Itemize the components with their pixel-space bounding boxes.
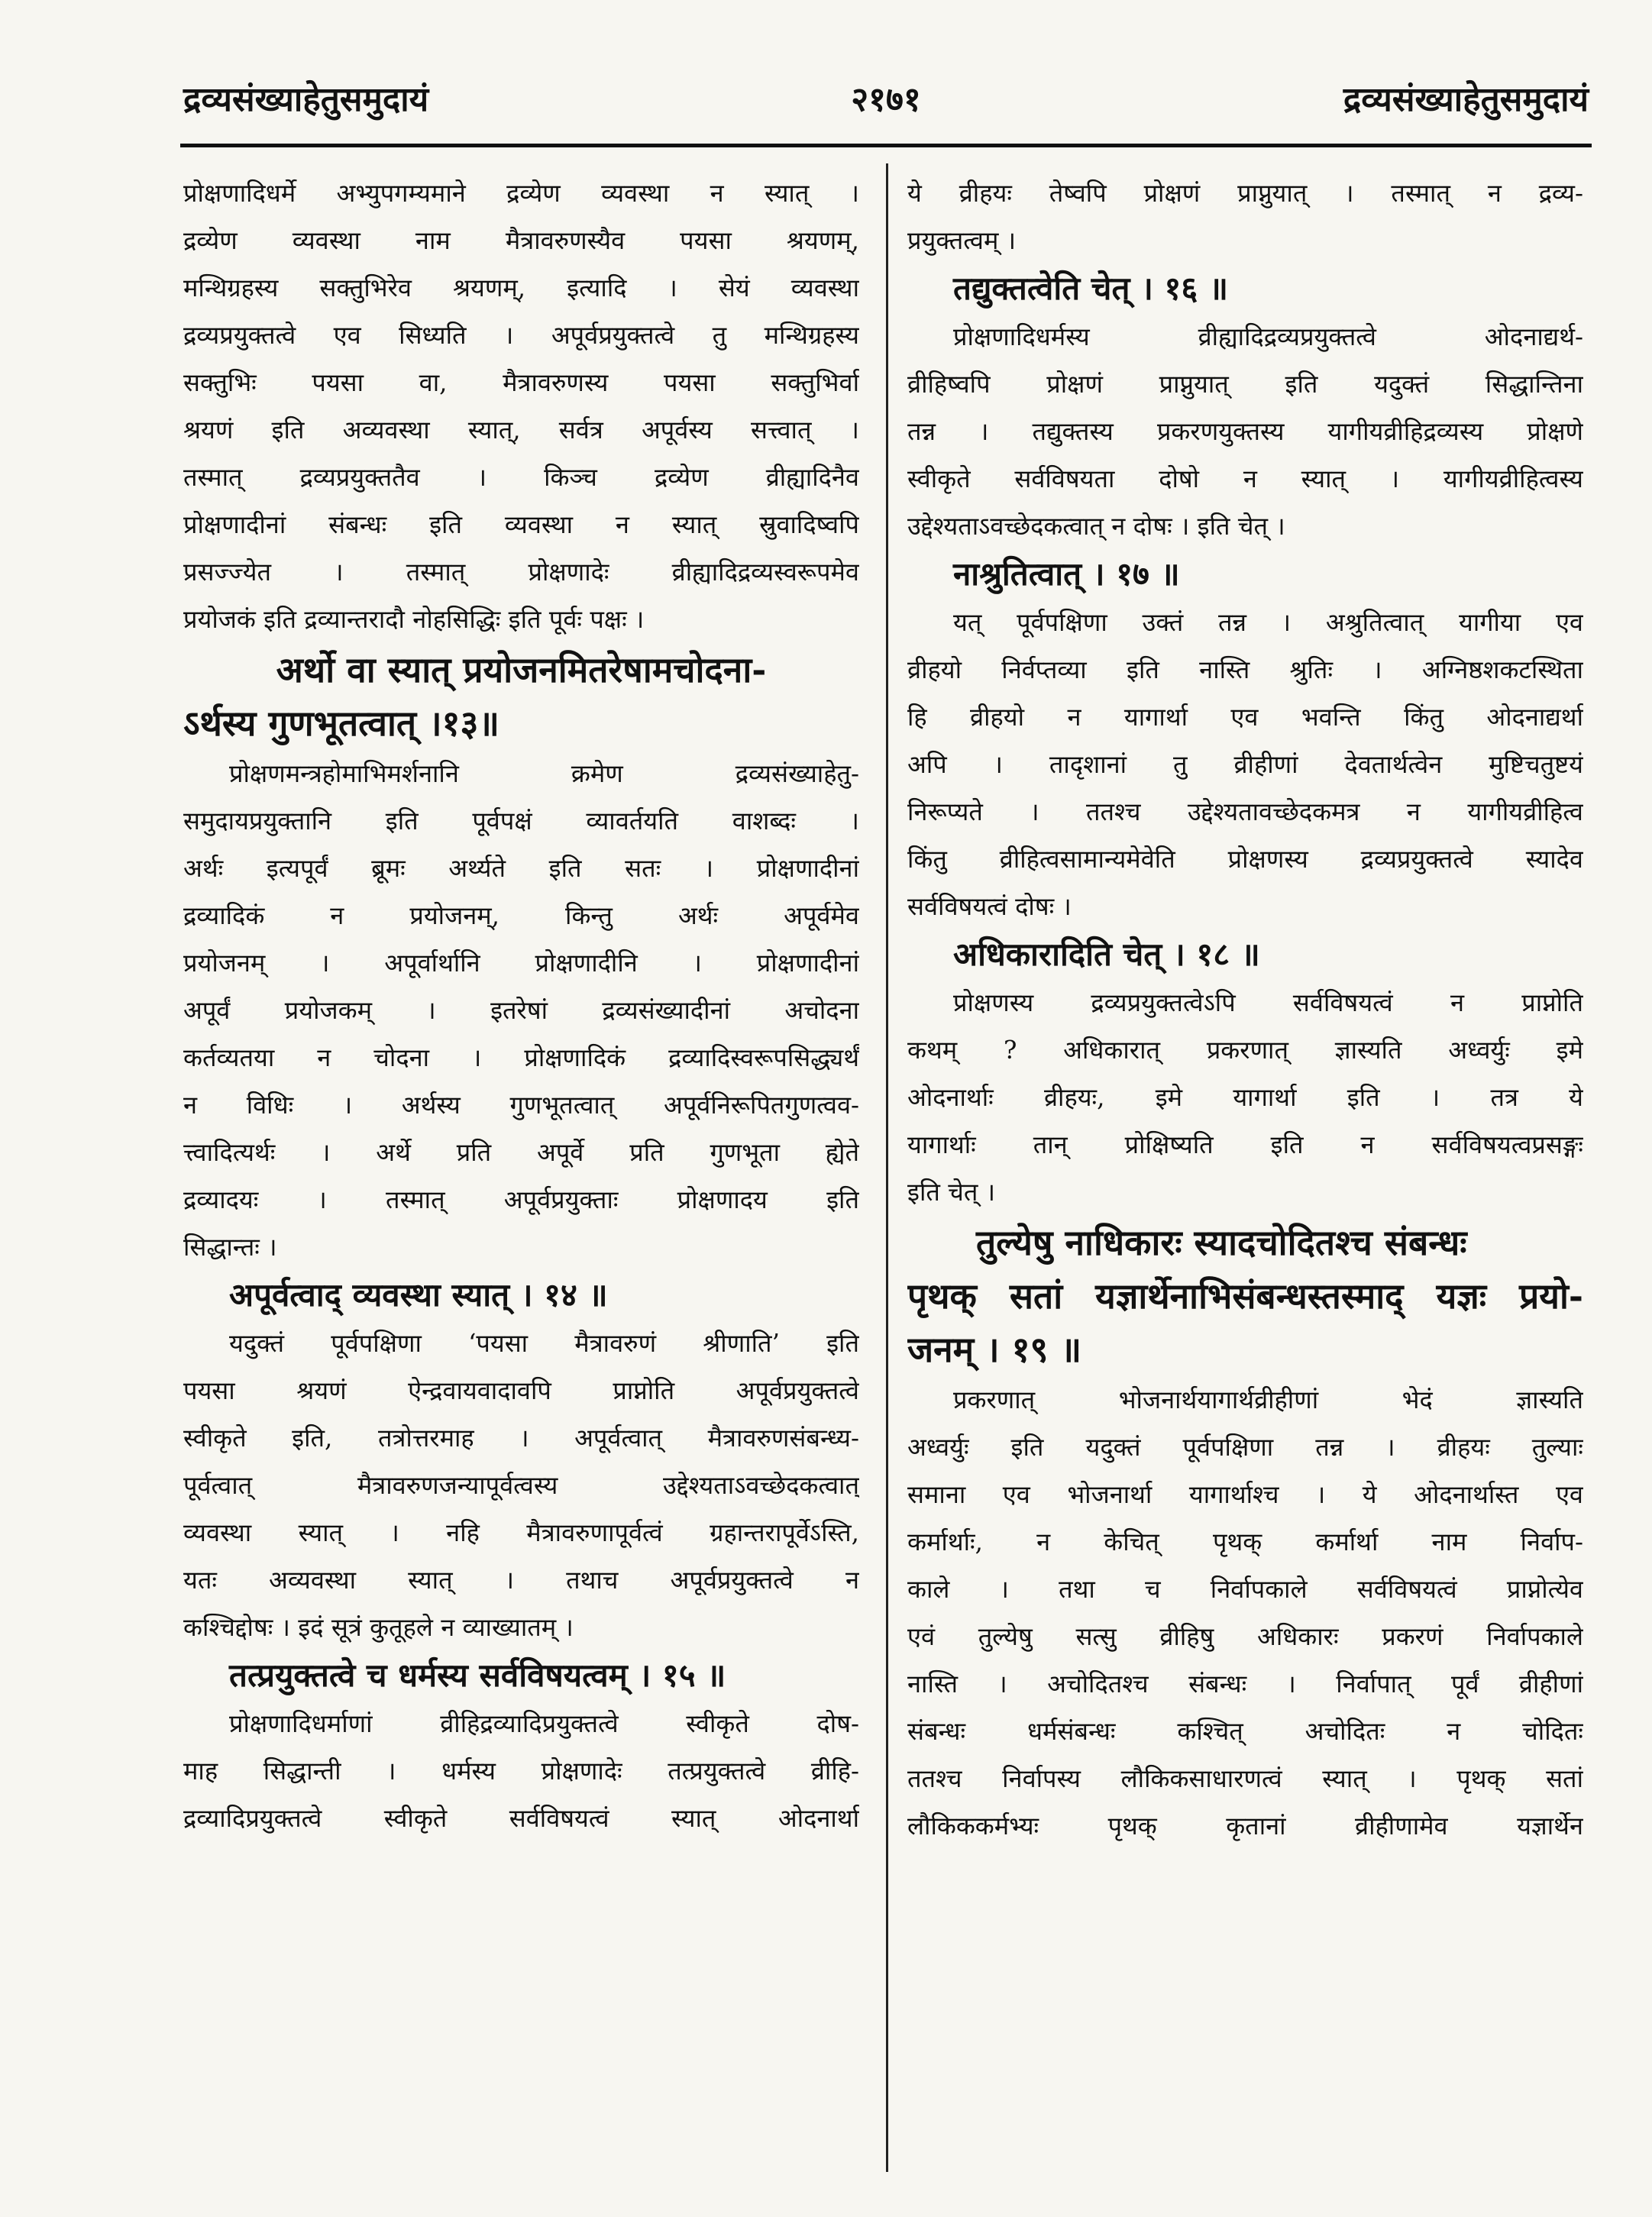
left-text-line: प्रोक्षणादीनां संबन्धः इति व्यवस्था न स्यात् स्रुवादिष्वपि [183, 510, 859, 539]
left-text-line: कर्तव्यतया न चोदना । प्रोक्षणादिकं द्रव्यादिस्वरूपसिद्ध्यर्थं [183, 1043, 859, 1072]
right-text-line: प्रोक्षणस्य द्रव्यप्रयुक्तत्वेऽपि सर्वविषयत्वं न प्राप्नोति [953, 988, 1583, 1017]
left-text-line: द्रव्यादिप्रयुक्तत्वे स्वीकृते सर्वविषयत्वं स्यात् ओदनार्था [183, 1804, 859, 1833]
right-sutra-heading: जनम् । १९ ॥ [907, 1329, 1082, 1370]
right-text-line: संबन्धः धर्मसंबन्धः कश्चित् अचोदितः न चोदितः [907, 1717, 1583, 1746]
left-text-line: स्वीकृते इति, तत्रोत्तरमाह । अपूर्वत्वात् मैत्रावरुणसंबन्ध्य- [183, 1424, 859, 1453]
right-sutra-heading: पृथक् सतां यज्ञार्थेनाभिसंबन्धस्तस्माद् यज्ञः प्रयो- [907, 1275, 1583, 1317]
left-text-line: द्रव्यादयः । तस्मात् अपूर्वप्रयुक्ताः प्रोक्षणादय इति [183, 1185, 859, 1214]
left-text-line: पयसा श्रयणं ऐन्द्रवायवादावपि प्राप्नोति अपूर्वप्रयुक्तत्वे [183, 1376, 859, 1405]
left-text-line: न विधिः । अर्थस्य गुणभूतत्वात् अपूर्वनिरूपितगुणत्वव- [183, 1091, 859, 1120]
right-text-line: लौकिककर्मभ्यः पृथक् कृतानां व्रीहीणामेव यज्ञार्थेन [907, 1811, 1583, 1840]
left-sutra-heading: तत्प्रयुक्तत्वे च धर्मस्य सर्वविषयत्वम् । १५ ॥ [229, 1656, 726, 1694]
left-text-line: सिद्धान्तः । [183, 1233, 277, 1262]
right-text-line: इति चेत् । [907, 1178, 996, 1207]
left-text-line: मन्थिग्रहस्य सक्तुभिरेव श्रयणम्, इत्यादि । सेयं व्यवस्था [183, 273, 859, 302]
left-text-line: पूर्वत्वात् मैत्रावरुणजन्यापूर्वत्वस्य उद्देश्यताऽवच्छेदकत्वात् [183, 1471, 859, 1500]
header-rule [180, 144, 1592, 147]
right-sutra-heading: अधिकारादिति चेत् । १८ ॥ [953, 936, 1260, 973]
right-text-line: व्रीहिष्वपि प्रोक्षणं प्राप्नुयात् इति यदुक्तं सिद्धान्तिना [907, 370, 1583, 399]
left-column [183, 170, 859, 2186]
left-text-line: सक्तुभिः पयसा वा, मैत्रावरुणस्य पयसा सक्तुभिर्वा [183, 368, 859, 397]
right-text-line: ततश्च निर्वापस्य लौकिकसाधारणत्वं स्यात् । पृथक् सतां [907, 1764, 1583, 1793]
right-text-line: समाना एव भोजनार्था यागार्थाश्च । ये ओदनार्थास्त एव [907, 1480, 1583, 1509]
right-column [907, 170, 1583, 2186]
right-sutra-heading: तुल्येषु नाधिकारः स्यादचोदितश्च संबन्धः [976, 1222, 1467, 1263]
right-text-line: किंतु व्रीहित्वसामान्यमेवेति प्रोक्षणस्य द्रव्यप्रयुक्तत्वे स्यादेव [907, 845, 1583, 874]
left-text-line: द्रव्येण व्यवस्था नाम मैत्रावरुणस्यैव पयसा श्रयणम्, [183, 226, 859, 255]
left-text-line: कश्चिद्दोषः । इदं सूत्रं कुतूहले न व्याख्यातम् । [183, 1613, 574, 1642]
left-text-line: प्रसज्ज्येत । तस्मात् प्रोक्षणादेः व्रीह्यादिद्रव्यस्वरूपमेव [183, 557, 859, 587]
left-text-line: माह सिद्धान्ती । धर्मस्य प्रोक्षणादेः तत्प्रयुक्तत्वे व्रीहि- [183, 1756, 859, 1786]
right-text-line: एवं तुल्येषु सत्सु व्रीहिषु अधिकारः प्रकरणं निर्वापकाले [907, 1622, 1583, 1651]
left-text-line: यदुक्तं पूर्वपक्षिणा ‘पयसा मैत्रावरुणं श्रीणाति’ इति [229, 1329, 859, 1358]
left-text-line: प्रयोजनम् । अपूर्वार्थानि प्रोक्षणादीनि । प्रोक्षणादीनां [183, 949, 859, 978]
left-text-line: समुदायप्रयुक्तानि इति पूर्वपक्षं व्यावर्तयति वाशब्दः । [183, 806, 859, 835]
left-text-line: अपूर्वं प्रयोजकम् । इतरेषां द्रव्यसंख्यादीनां अचोदना [183, 996, 859, 1025]
right-text-line: अध्वर्युः इति यदुक्तं पूर्वपक्षिणा तन्न । व्रीहयः तुल्याः [907, 1433, 1583, 1462]
page-number: २१७१ [851, 80, 921, 119]
right-sutra-heading: तद्युक्तत्वेति चेत् । १६ ॥ [953, 270, 1229, 307]
left-sutra-heading: अर्थो वा स्यात् प्रयोजनमितरेषामचोदना- [276, 649, 767, 690]
right-text-line: ये व्रीहयः तेष्वपि प्रोक्षणं प्राप्नुयात् । तस्मात् न द्रव्य- [907, 179, 1583, 208]
column-divider [886, 163, 888, 2172]
right-text-line: प्रकरणात् भोजनार्थयागार्थव्रीहीणां भेदं ज्ञास्यति [953, 1385, 1583, 1414]
left-text-line: व्यवस्था स्यात् । नहि मैत्रावरुणापूर्वत्वं ग्रहान्तरापूर्वेऽस्ति, [183, 1518, 859, 1547]
right-text-line: व्रीहयो निर्वप्तव्या इति नास्ति श्रुतिः । अग्निष्ठशकटस्थिता [907, 655, 1583, 684]
right-text-line: ओदनार्थाः व्रीहयः, इमे यागार्था इति । तत्र ये [907, 1083, 1583, 1112]
right-text-line: अपि । तादृशानां तु व्रीहीणां देवतार्थत्वेन मुष्टिचतुष्टयं [907, 750, 1583, 779]
right-text-line: स्वीकृते सर्वविषयता दोषो न स्यात् । यागीयव्रीहित्वस्य [907, 464, 1583, 493]
right-text-line: काले । तथा च निर्वापकाले सर्वविषयत्वं प्राप्नोत्येव [907, 1575, 1583, 1604]
left-text-line: अर्थः इत्यपूर्वं ब्रूमः अर्थ्यते इति सतः । प्रोक्षणादीनां [183, 854, 859, 883]
right-text-line: यागार्थाः तान् प्रोक्षिष्यति इति न सर्वविषयत्वप्रसङ्गः [907, 1130, 1583, 1159]
right-sutra-heading: नाश्रुतित्वात् । १७ ॥ [953, 555, 1180, 593]
header-left-title: द्रव्यसंख्याहेतुसमुदायं [183, 80, 429, 119]
right-text-line: उद्देश्यताऽवच्छेदकत्वात् न दोषः । इति चेत् । [907, 512, 1285, 541]
left-text-line: प्रोक्षणादिधर्मे अभ्युपगम्यमाने द्रव्येण व्यवस्था न स्यात् । [183, 179, 859, 208]
header-right-title: द्रव्यसंख्याहेतुसमुदायं [1343, 80, 1589, 119]
left-text-line: द्रव्यादिकं न प्रयोजनम्, किन्तु अर्थः अपूर्वमेव [183, 901, 859, 930]
left-text-line: तस्मात् द्रव्यप्रयुक्ततैव । किञ्च द्रव्येण व्रीह्यादिनैव [183, 463, 859, 492]
running-header [183, 75, 1589, 128]
right-text-line: तन्न । तद्युक्तस्य प्रकरणयुक्तस्य यागीयव्रीहिद्रव्यस्य प्रोक्षणे [907, 417, 1583, 446]
left-text-line: प्रोक्षणमन्त्रहोमाभिमर्शनानि क्रमेण द्रव्यसंख्याहेतु- [229, 759, 859, 788]
left-text-line: श्रयणं इति अव्यवस्था स्यात्, सर्वत्र अपूर्वस्य सत्त्वात् । [183, 415, 859, 444]
left-sutra-heading: ऽर्थस्य गुणभूतत्वात् ।१३॥ [183, 703, 499, 744]
left-sutra-heading: अपूर्वत्वाद् व्यवस्था स्यात् । १४ ॥ [229, 1276, 608, 1314]
right-text-line: नास्ति । अचोदितश्च संबन्धः । निर्वापात् पूर्वं व्रीहीणां [907, 1669, 1583, 1698]
right-text-line: कथम् ? अधिकारात् प्रकरणात् ज्ञास्यति अध्वर्युः इमे [907, 1036, 1583, 1065]
right-text-line: निरूप्यते । ततश्च उद्देश्यतावच्छेदकमत्र न यागीयव्रीहित्व [907, 797, 1583, 826]
right-text-line: प्रयुक्तत्वम् । [907, 226, 1017, 255]
left-text-line: प्रोक्षणादिधर्माणां व्रीहिद्रव्यादिप्रयुक्तत्वे स्वीकृते दोष- [229, 1709, 859, 1738]
right-text-line: हि व्रीहयो न यागार्था एव भवन्ति किंतु ओदनाद्यर्था [907, 703, 1583, 732]
right-text-line: कर्मार्थाः, न केचित् पृथक् कर्मार्था नाम निर्वाप- [907, 1527, 1583, 1556]
left-text-line: यतः अव्यवस्था स्यात् । तथाच अपूर्वप्रयुक्तत्वे न [183, 1566, 859, 1595]
right-text-line: सर्वविषयत्वं दोषः । [907, 892, 1072, 921]
right-text-line: यत् पूर्वपक्षिणा उक्तं तन्न । अश्रुतित्वात् यागीया एव [953, 608, 1583, 637]
left-text-line: त्त्वादित्यर्थः । अर्थे प्रति अपूर्वे प्रति गुणभूता ह्येते [183, 1138, 859, 1167]
left-text-line: प्रयोजकं इति द्रव्यान्तरादौ नोहसिद्धिः इति पूर्वः पक्षः । [183, 605, 645, 634]
right-text-line: प्रोक्षणादिधर्मस्य व्रीह्यादिद्रव्यप्रयुक्तत्वे ओदनाद्यर्थ- [953, 322, 1583, 351]
left-text-line: द्रव्यप्रयुक्तत्वे एव सिध्यति । अपूर्वप्रयुक्तत्वे तु मन्थिग्रहस्य [183, 321, 859, 350]
